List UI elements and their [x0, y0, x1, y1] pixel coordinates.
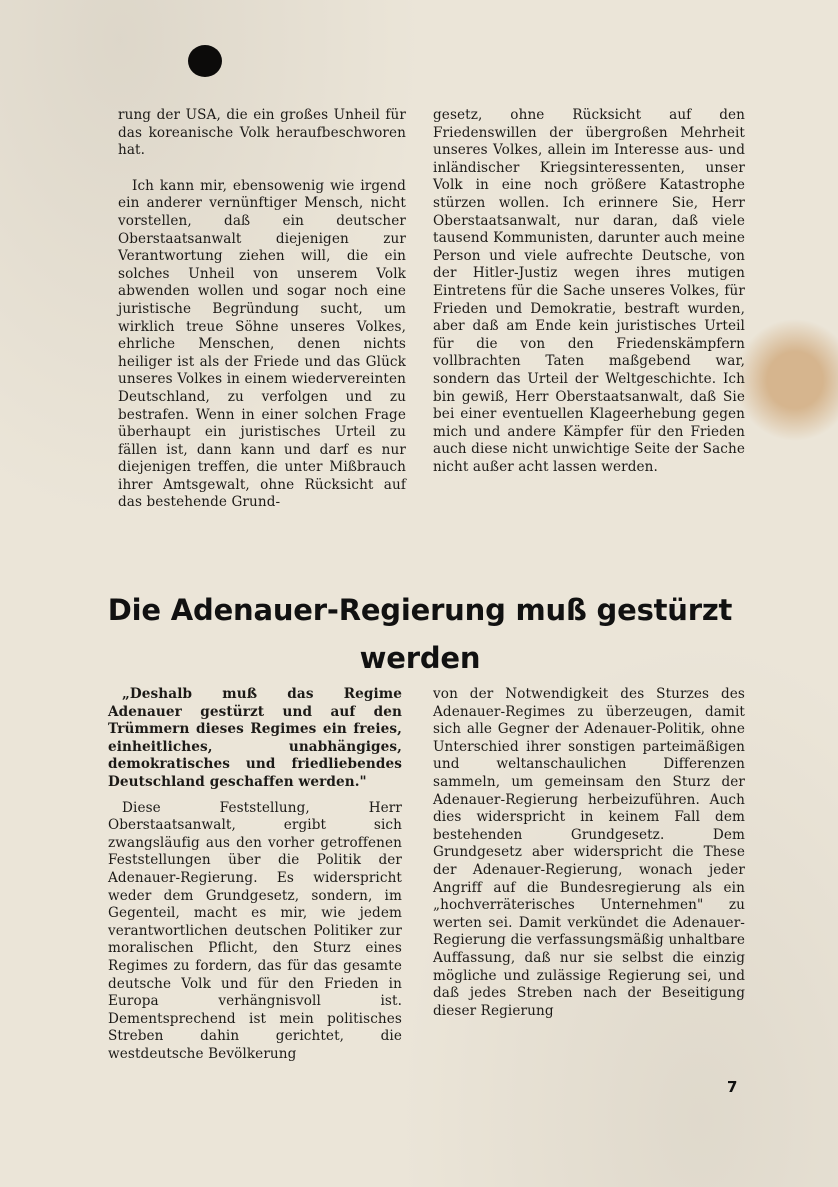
bottom-right-column: [433, 686, 745, 1020]
page-number: 7: [727, 1078, 738, 1096]
paragraph: von der Notwendigkeit des Sturzes des Adenauer-Regimes zu überzeugen, damit sich alle Gegner der Adenauer-Politik, ohne Unterschied ihrer sonstigen parteimäßigen und weltanschaulichen Differenzen sammeln, um gemeinsam den Sturz der Adenauer-Regierung herbeizuführen. Auch dies widerspricht in keinem Fall dem bestehenden Grundgesetz. Dem Grundgesetz aber widerspricht die These der Adenauer-Regierung, wonach jeder Angriff auf die Bundesregierung als ein „hochverräterisches Unternehmen" zu werten sei. Damit verkündet die Adenauer-Regierung die verfassungsmäßig unhaltbare Auffassung, daß nur sie selbst die einzig mögliche und zulässige Regierung sei, und daß jedes Streben nach der Beseitigung dieser Regierung: [433, 686, 745, 1019]
section-headline: [100, 586, 740, 682]
headline-line-2: werden: [359, 641, 481, 675]
top-right-column: [433, 107, 745, 476]
paragraph: Diese Feststellung, Herr Oberstaatsanwalt, ergibt sich zwangsläufig aus den vorher getroffenen Feststellungen über die Politik der Adenauer-Regierung. Es widerspricht weder dem Grundgesetz, sondern, im Gegenteil, macht es mir, wie jedem verantwortlichen deutschen Politiker zur moralischen Pflicht, den Sturz eines Regimes zu fordern, das für das gesamte deutsche Volk und für den Frieden in Europa verhängnisvoll ist. Dementsprechend ist mein politisches Streben dahin gerichtet, die westdeutsche Bevölkerung: [108, 799, 402, 1062]
paragraph: gesetz, ohne Rücksicht auf den Friedenswillen der übergroßen Mehrheit unseres Volkes, allein im Interesse aus- und inländischer Kriegsinteressenten, unser Volk in eine noch größere Katastrophe stürzen wollen. Ich erinnere Sie, Herr Oberstaatsanwalt, nur daran, daß viele tausend Kommunisten, darunter auch meine Person und viele aufrechte Deutsche, von der Hitler-Justiz wegen ihres mutigen Eintretens für die Sache unseres Volkes, für Frieden und Demokratie, bestraft wurden, aber daß am Ende kein juristisches Urteil für die von den Friedenskämpfern vollbrachten Taten maßgebend war, sondern das Urteil der Weltgeschichte. Ich bin gewiß, Herr Oberstaatsanwalt, daß Sie bei einer eventuellen Klageerhebung gegen mich und andere Kämpfer für den Frieden auch diese nicht unwichtige Seite der Sache nicht außer acht lassen werden.: [433, 107, 745, 475]
quote-paragraph: „Deshalb muß das Regime Adenauer gestürzt und auf den Trümmern dieses Regimes ein freies, einheitliches, unabhängiges, demokratisches und friedliebendes Deutschland geschaffen werden.": [108, 686, 402, 790]
headline-line-1: Die Adenauer-Regierung muß gestürzt: [107, 593, 733, 627]
punch-hole: [188, 45, 222, 77]
paragraph: rung der USA, die ein großes Unheil für das koreanische Volk heraufbeschworen hat.: [118, 107, 406, 159]
bottom-left-column: [108, 686, 402, 1063]
paragraph: Ich kann mir, ebensowenig wie irgend ein anderer vernünftiger Mensch, nicht vorstellen, daß ein deutscher Oberstaatsanwalt diejenigen zur Verantwortung ziehen will, die ein solches Unheil von unserem Volk abwenden wollen und sogar noch eine juristische Begründung sucht, um wirklich treue Söhne unseres Volkes, ehrliche Menschen, denen nichts heiliger ist als der Friede und das Glück unseres Volkes in einem wiedervereinten Deutschland, zu verfolgen und zu bestrafen. Wenn in einer solchen Frage überhaupt ein juristisches Urteil zu fällen ist, dann kann und darf es nur diejenigen treffen, die unter Mißbrauch ihrer Amtsgewalt, ohne Rücksicht auf das bestehende Grund-: [118, 177, 406, 511]
top-left-column: [118, 107, 406, 512]
